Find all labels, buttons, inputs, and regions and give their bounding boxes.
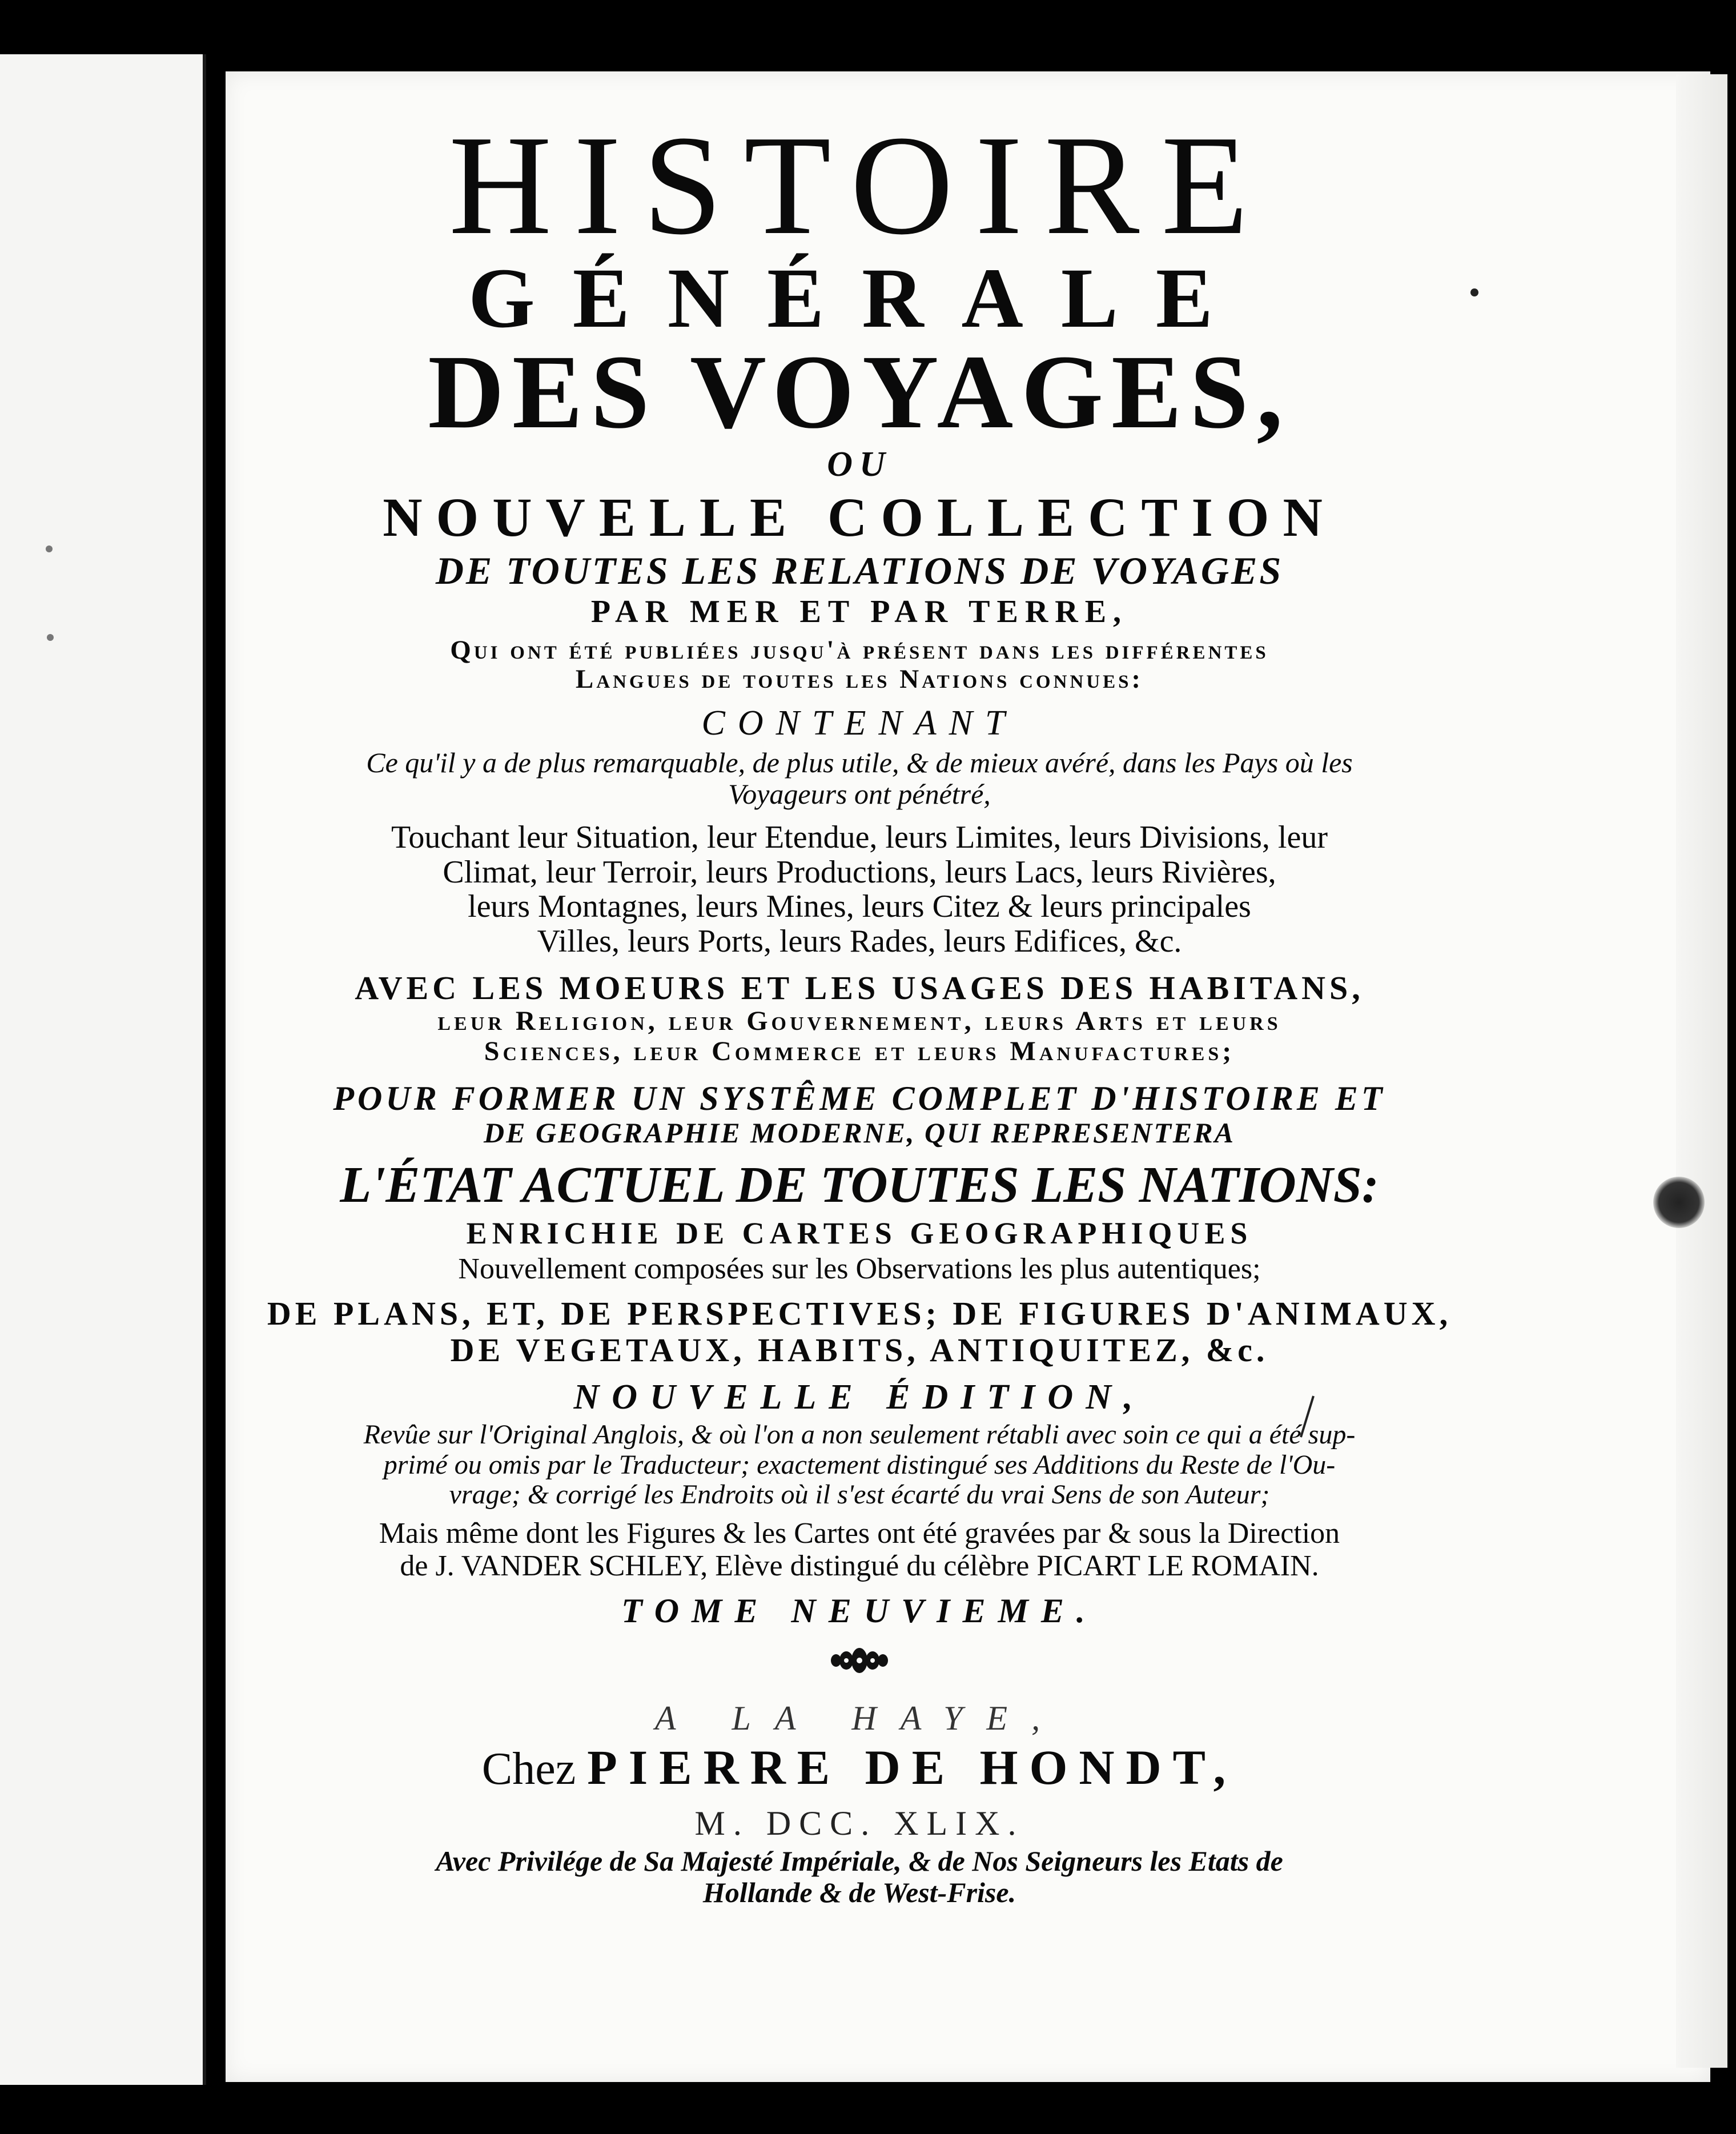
imprint-publisher-line [251, 1740, 1468, 1795]
subtitle-nouvelle-collection: NOUVELLE COLLECTION [383, 486, 1336, 548]
tome-line: TOME NEUVIEME. [621, 1591, 1098, 1630]
subtitle-relations: DE TOUTES LES RELATIONS DE VOYAGES [435, 549, 1284, 593]
title-page-text [251, 106, 1468, 1909]
privilege-line-1: Avec Privilége de Sa Majesté Impériale, & de Nos Seigneurs les Etats de [436, 1845, 1283, 1878]
mais-line-1: Mais même dont les Figures & les Cartes ont été gravées par & sous la Direction [379, 1517, 1340, 1550]
imprint-publisher: PIERRE DE HONDT, [587, 1739, 1237, 1795]
nouvellement-line: Nouvellement composées sur les Observations les plus autentiques; [458, 1252, 1261, 1285]
published-line-1: Qui ont été publiées jusqu'à présent dans les différentes [450, 635, 1269, 665]
paper-speck [46, 545, 53, 552]
avec-line-1: AVEC LES MOEURS ET LES USAGES DES HABITANS, [355, 969, 1364, 1007]
touchant-line-2: Climat, leur Terroir, leurs Productions, leurs Lacs, leurs Rivières, [443, 854, 1276, 890]
paper-speck [1470, 288, 1478, 296]
plans-line-2: DE VEGETAUX, HABITS, ANTIQUITEZ, &c. [450, 1331, 1269, 1369]
touchant-line-4: Villes, leurs Ports, leurs Rades, leurs Edifices, &c. [537, 923, 1182, 959]
etat-actuel-heading: L'ÉTAT ACTUEL DE TOUTES LES NATIONS: [340, 1156, 1379, 1213]
contents-line-1: Ce qu'il y a de plus remarquable, de plus utile, & de mieux avéré, dans les Pays où les [366, 747, 1353, 779]
plans-line-1: DE PLANS, ET, DE PERSPECTIVES; DE FIGURES D'ANIMAUX, [267, 1295, 1452, 1333]
touchant-line-3: leurs Montagnes, leurs Mines, leurs Citez & leurs principales [468, 889, 1251, 925]
pour-line-1: POUR FORMER UN SYSTÊME COMPLET D'HISTOIRE ET [333, 1079, 1386, 1117]
contenant-heading: CONTENANT [701, 704, 1018, 743]
edition-heading: NOUVELLE ÉDITION, [573, 1377, 1146, 1417]
title-generale: GÉNÉRALE [468, 251, 1251, 346]
touchant-line-1: Touchant leur Situation, leur Etendue, leurs Limites, leurs Divisions, leur [391, 820, 1328, 856]
pencil-mark [1296, 1394, 1317, 1439]
fleuron-icon [251, 1643, 1468, 1678]
revue-line-2: primé ou omis par le Traducteur; exactement distingué ses Additions du Reste de l'Ou- [383, 1449, 1336, 1480]
imprint-place: A LA HAYE, [654, 1699, 1064, 1737]
paper-speck [47, 634, 54, 641]
revue-line-3: vrage; & corrigé les Endroits où il s'est écarté du vrai Sens de son Auteur; [449, 1479, 1270, 1510]
privilege-line-2: Hollande & de West-Frise. [702, 1876, 1016, 1909]
imprint-date: M. DCC. XLIX. [694, 1804, 1024, 1843]
revue-line-1: Revûe sur l'Original Anglois, & où l'on a non seulement rétabli avec soin ce qui a été sup- [363, 1419, 1356, 1450]
pour-line-2: DE GEOGRAPHIE MODERNE, QUI REPRESENTERA [484, 1116, 1235, 1149]
contents-line-2: Voyageurs ont pénétré, [728, 778, 991, 811]
title-ou: OU [827, 444, 892, 484]
title-histoire: HISTOIRE [448, 106, 1271, 264]
subtitle-par-mer: PAR MER ET PAR TERRE, [590, 594, 1128, 630]
ink-stain [1653, 1177, 1705, 1228]
title-des-voyages: DES VOYAGES, [428, 334, 1291, 451]
published-line-2: Langues de toutes les Nations connues: [575, 664, 1144, 695]
mais-line-2: de J. VANDER SCHLEY, Elève distingué du célèbre PICART LE ROMAIN. [400, 1550, 1319, 1583]
avec-line-2: leur Religion, leur Gouvernement, leurs Arts et leurs [437, 1005, 1281, 1036]
facing-blank-leaf [0, 54, 206, 2085]
page-edge [1676, 74, 1727, 2068]
imprint-chez: Chez [481, 1743, 576, 1794]
enrichie-line: ENRICHIE DE CARTES GEOGRAPHIQUES [466, 1216, 1253, 1250]
avec-line-3: Sciences, leur Commerce et leurs Manufactures; [484, 1036, 1235, 1066]
